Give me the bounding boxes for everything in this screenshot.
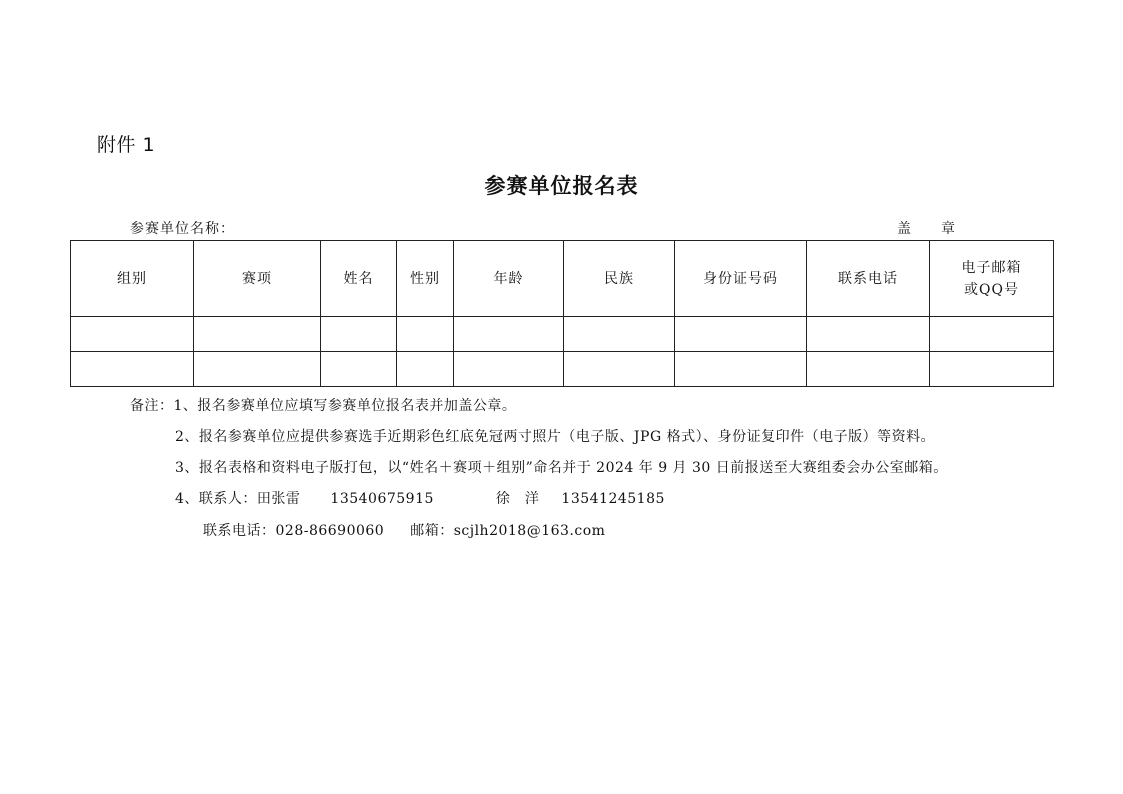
note-2: 2、报名参赛单位应提供参赛选手近期彩色红底免冠两寸照片（电子版、JPG 格式）、身份证复印件（电子版）等资料。 [175, 429, 936, 445]
table-cell[interactable] [194, 317, 321, 352]
table-cell[interactable] [807, 317, 930, 352]
table-cell[interactable] [71, 352, 194, 387]
registration-table [70, 240, 1054, 387]
table-cell[interactable] [564, 317, 675, 352]
table-row [71, 317, 1054, 352]
header-id-number: 身份证号码 [675, 241, 807, 317]
header-ethnicity: 民族 [564, 241, 675, 317]
table-cell[interactable] [930, 352, 1054, 387]
note-1: 备注：1、报名参赛单位应填写参赛单位报名表并加盖公章。 [130, 398, 517, 414]
seal-char-2: 章 [941, 221, 955, 237]
office-phone: 联系电话：028-86690060 [203, 523, 385, 539]
table-cell[interactable] [71, 317, 194, 352]
header-age: 年龄 [454, 241, 564, 317]
contact-1-name: 4、联系人：田张雷 [175, 491, 301, 507]
header-name: 姓名 [321, 241, 397, 317]
table-cell[interactable] [321, 317, 397, 352]
unit-name-label: 参赛单位名称： [130, 221, 235, 237]
seal-char-1: 盖 [897, 221, 911, 237]
contact-2-name: 徐 洋 [495, 491, 540, 507]
table-cell[interactable] [194, 352, 321, 387]
page-title: 参赛单位报名表 [484, 174, 639, 198]
note-3: 3、报名表格和资料电子版打包，以“姓名＋赛项＋组别”命名并于 2024 年 9 月 30 日前报送至大赛组委会办公室邮箱。 [175, 460, 948, 476]
table-header-row [71, 241, 1054, 317]
table-cell[interactable] [454, 352, 564, 387]
contact-2-phone: 13541245185 [561, 491, 665, 507]
attachment-label: 附件 1 [97, 134, 156, 156]
note-4-contacts [175, 488, 665, 508]
header-gender: 性别 [397, 241, 454, 317]
header-event: 赛项 [194, 241, 321, 317]
note-contact-details [203, 520, 605, 540]
table-cell[interactable] [454, 317, 564, 352]
table-cell[interactable] [564, 352, 675, 387]
header-group: 组别 [71, 241, 194, 317]
table-cell[interactable] [675, 352, 807, 387]
office-email[interactable]: 邮箱：scjlh2018@163.com [410, 523, 606, 539]
header-email-qq: 电子邮箱 或QQ号 [930, 241, 1054, 317]
table-cell[interactable] [397, 352, 454, 387]
table-cell[interactable] [397, 317, 454, 352]
table-cell[interactable] [807, 352, 930, 387]
table-cell[interactable] [321, 352, 397, 387]
header-phone: 联系电话 [807, 241, 930, 317]
contact-1-phone: 13540675915 [330, 491, 434, 507]
table-row [71, 352, 1054, 387]
table-cell[interactable] [930, 317, 1054, 352]
seal-label [897, 218, 955, 238]
table-cell[interactable] [675, 317, 807, 352]
